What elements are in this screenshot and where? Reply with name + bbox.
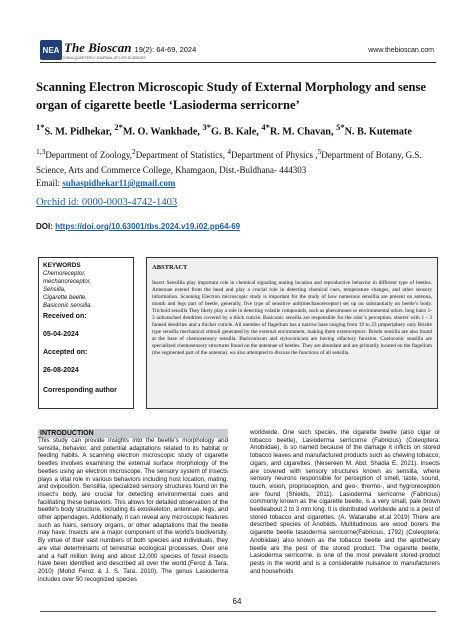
author-2-marker: 2* [114,122,123,132]
journal-website-link[interactable]: www.thebioscan.com [368,47,434,54]
page-number: 64 [232,597,242,606]
journal-name [64,40,196,56]
accepted-label: Accepted on: [43,349,88,356]
author-2: M. O. Wankhade, [122,126,203,138]
author-1-marker: 1* [36,122,45,132]
keyword-item: Basiconic sensilla. [43,303,93,309]
keywords-title: KEYWORDS [43,262,81,269]
author-list [36,120,446,139]
corresponding-author-label: Corresponding author [43,387,117,394]
abstract-text: Insect Sensillia play important role in chemical signaling mating location and reproductive behavior in different type of beetles. Antennae extend from the head and play a crucial role in detecting chemical cues, temperature changes, and other sensory information. Scanning Electron microscopic study is important for the study of how numerous sensillia are present on antenna, mouth and legs part of beetle, generally, five type of sensitive unit(mechanoreceptor) set up on substantially on beetle’s body. Trichoid sensilla They likely play a role in detecting volatile compounds, such as pheromones or environmental odors. long hairs 1- 3 unbranched dendrites covered by a thick cuticle. Basiconic sensilla are responsible for the odor’s perception. shorter with 1 - 3 fanned dendrites and a thicker cuticle. All member of flagellum has a narrow base ranging from 19 to 23 µmperiphery only Bristle type sensilla mechanical stimuli generated by the external environment, making them exteroceptors. Bristle sensilla are also found at the base of chemosensory sensilla. Basiconicum and styloconicum are having olfactory function. Coeloconic sensilla are specialized chemosensory structures found on the antennae of beetles. They are abundant and are primarily located on the flagellum (the segmented part of the antenna). we also attempted to discuss the functions of all sensilla. [152,280,432,357]
article-title: Scanning Electron Microscopic Study of External Morphology and sense organ of cigarette beetle ‘Lasioderma serricorne’ [36,80,426,112]
author-4: R. M. Chavan, [269,126,337,138]
author-3: G. B. Kale, [210,126,262,138]
doi-link[interactable]: https://doi.org/10.63001/tbs.2024.v19.i02.pp64-69 [55,222,241,231]
author-3-marker: 3* [202,122,211,132]
email-link[interactable]: suhaspidhekar11@gmail.com [62,178,176,188]
journal-logo-text: NEA [42,45,60,55]
abstract-box [146,257,438,409]
journal-tagline: AN INTERNATIONAL QUARTERLY JOURNAL OF LIFE SCIENCES [40,56,146,60]
received-date: 05-04-2024 [43,331,79,338]
doi-label: DOI: [36,222,53,231]
doi-line [36,222,240,231]
author-5-marker: 5* [336,122,345,132]
keyword-item: Cigarette beetle, [43,295,88,301]
author-1: S. M. Pidhekar, [44,126,115,138]
introduction-heading: INTRODUCTION [38,429,228,438]
keywords-box [38,257,134,409]
author-affiliations: $^{1,3}$Department of Zoology,$^2$Department of Statistics, $^4$Department of Physics ,$^5$Department of Botany, G.S. Science, Arts and Commerce College, Khamgaon, Dist.-Buldhana- 444303 [36,147,422,175]
orcid-link[interactable]: Orchid id: 0000-0003-4742-1403 [36,197,178,208]
author-4-marker: 4* [261,122,270,132]
received-label: Received on: [43,313,87,320]
email-label: Email: [36,178,60,188]
keyword-item: mechanoreceptor, [43,279,92,285]
footer-divider [40,611,436,612]
email-line [36,178,175,188]
introduction-right-column: worldwide. One such species, the cigarette beetle (also cigar or tobacco beetle), Lasioderma serricorne (Fabricius) (Coleoptera: Anobiidae), is so named because of the damage it inflicts on stored tobacco leaves and manufactured products such as chewing tobacco, cigars, and cigarettes. (Nesereen M. Abd, Shadia E. 2021). Insects are covered with sensory structures known as sensilla, where sensory neurons responsible for perception of smell, taste, sound, touch, vision, proprioception, and geo-, thermo-, and hygroreception are found (Shields, 2011). Lasioderma serricorne (Fabricius) commonly known as the cigarette beetle, is a very small, pale brown beetleabout 2 to 3 mm long. It is distributed worldwide and is a pest of stored tobacco and cigarettes. (A. Watanabe et.al 2019) There are described species of Anobiids. Multitudinous are wood borers the cigarette beetle lasioderma serricorne(Fabricius, 1792) (Coleoptera: Anobiidae) also known as the tobacco beetle and the apothecary beetle are the pest of the stored product. The cigarette beetle, Lasioderma serricorne, is one of the most prevalent stored-product pests in the world and is a considerable nuisance to manufacturers and households [250,429,440,575]
keyword-item: Chemoreceptor, [43,271,86,277]
journal-issue: 19(2): 64-69, 2024 [134,45,197,54]
introduction-left-column: This study can provide insights into the beetle's morphology and sensilla, behavior, and potential adaptations related to its habitat or feeding habits. A scanning electron microscopic study of cigarette beetles involves examining the external surface morphology of the beetles using an electron microscope. The sensory system of insects plays a vital role in various behaviors including host location, mating, and oviposition. Sensillia, specialized sensory structures found on the insect's body, are crucial for detecting environmental cues and facilitating these behaviors. This allows for detailed observation of the beetle's body structure, including its exoskeleton, antennae, legs, and other appendages. Additionally, it can reveal any microscopic features such as hairs, sensory organs, or other adaptations that the beetle may have. Insects are a major component of the world's biodiversity. By virtue of their vast numbers of both species and individuals, they are vital determinants of terrestrial ecological processes. Over one and a half million living and about 12,000 species of fossil insects have been identified and described all over the world.(Feroz & Tara, 2010) (Mohd Feroz & J. S. Tara. 2010). The genus Lasioderma includes over 50 recognized species [38,437,228,583]
author-5: N. B. Kutemate [344,126,412,138]
abstract-heading: ABSTRACT [152,264,188,271]
keyword-item: Sensilla, [43,287,66,293]
journal-name-text: The Bioscan [64,40,132,55]
header-divider [40,62,436,63]
accepted-date: 26-08-2024 [43,367,79,374]
